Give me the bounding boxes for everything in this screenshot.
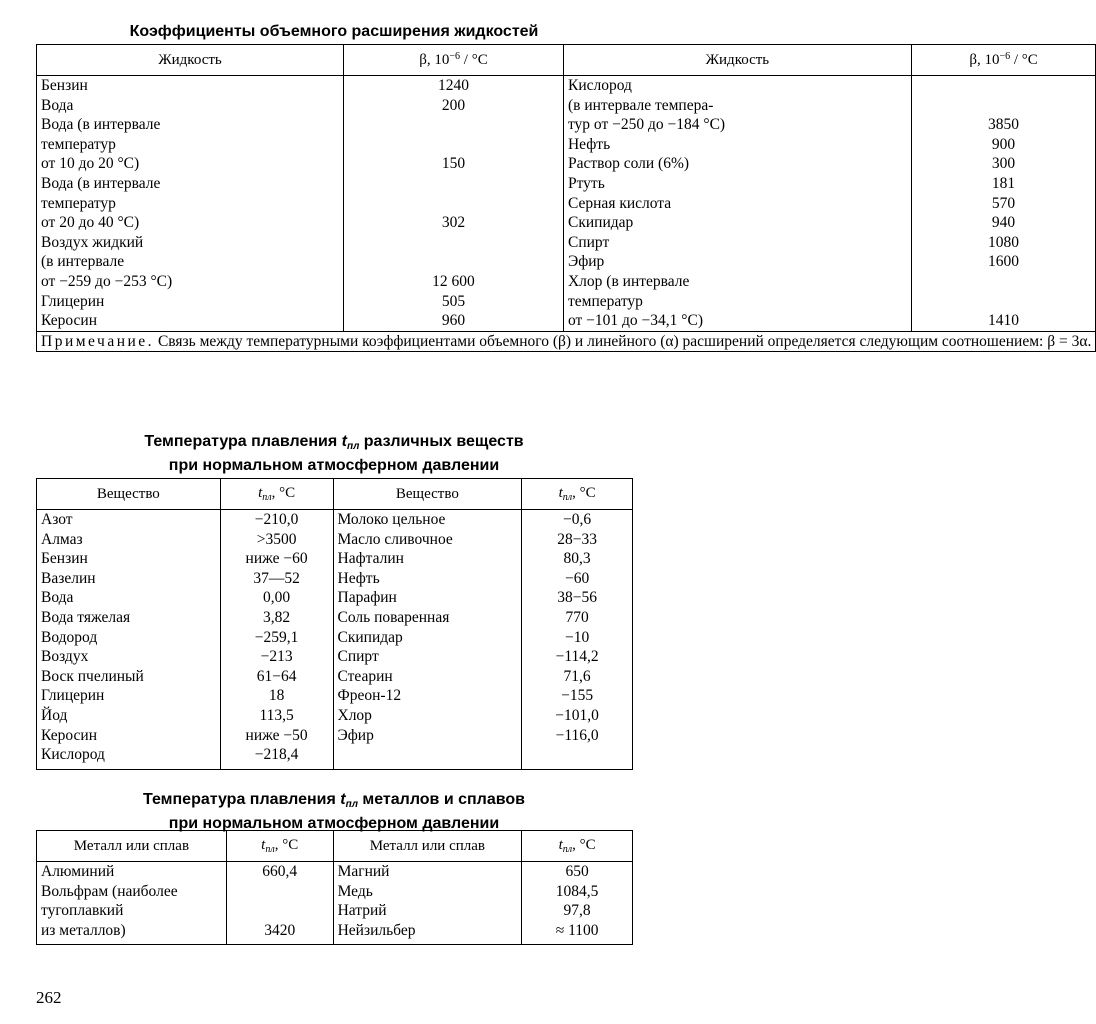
header-t-metal-left: $t_{пл}$, °C: [226, 831, 333, 862]
row-label: Парафин: [337, 589, 397, 607]
row-value: −60: [564, 569, 590, 587]
row-value: 12 600: [432, 272, 475, 290]
header-t-left: $t_{пл}$, °C: [220, 479, 333, 510]
row-label: Алмаз: [41, 530, 83, 548]
row-value: ниже −60: [245, 550, 308, 568]
row-value: 61−64: [256, 667, 297, 685]
row-label: Воздух: [41, 648, 89, 666]
row-value: [348, 252, 559, 272]
row-label: Нейзильбер: [337, 921, 416, 939]
row-value: [348, 233, 559, 253]
row-value: −213: [260, 648, 293, 666]
beta-values-right: [911, 76, 1096, 332]
row-label: Натрий: [337, 902, 387, 920]
page-number: 262: [36, 988, 62, 1007]
header-liquid-left: Жидкость: [37, 45, 344, 76]
header-beta-left: β, $10^{-6} / ^\circ C$: [343, 45, 563, 76]
row-label: тугоплавкий: [41, 902, 124, 920]
row-value: 200: [441, 96, 466, 114]
header-liquid-right: Жидкость: [563, 45, 911, 76]
row-value: 113,5: [259, 706, 294, 724]
row-value: 1240: [437, 77, 469, 94]
row-value: −116,0: [555, 726, 599, 744]
row-value: >3500: [256, 530, 297, 548]
row-label: Йод: [41, 706, 68, 724]
row-value: 770: [565, 608, 589, 626]
row-label: от −259 до −253 °C): [41, 272, 173, 290]
section1-title: Коэффициенты объемного расширения жидкостей: [129, 23, 539, 40]
row-value: [916, 272, 1092, 292]
row-label: Нефть: [567, 135, 611, 153]
row-value: 1080: [988, 233, 1020, 251]
row-value: [348, 135, 559, 155]
row-value: −155: [561, 687, 594, 705]
header-metal-left: Металл или сплав: [37, 831, 227, 862]
row-value: 3,82: [263, 608, 291, 626]
metal-names-right: [333, 862, 522, 945]
row-value: 1410: [988, 312, 1020, 330]
row-value: 1084,5: [555, 882, 599, 900]
row-label: [338, 745, 518, 765]
row-value: [348, 115, 559, 135]
row-label: Эфир: [567, 253, 605, 271]
row-label: Вазелин: [41, 569, 96, 587]
row-label: Керосин: [41, 312, 97, 330]
row-label: из металлов): [41, 921, 126, 939]
header-beta-right: β, $10^{-6} / ^\circ C$: [911, 45, 1096, 76]
row-value: ≈ 1100: [555, 921, 599, 939]
section3-title: Температура плавления $t_{пл}$ металлов и сплавов при нормальном атмосферном давлении: [143, 791, 525, 832]
row-value: −259,1: [254, 628, 299, 646]
row-label: Ртуть: [567, 174, 605, 192]
row-value: [916, 76, 1092, 96]
row-label: Спирт: [567, 233, 610, 251]
melting-values-left: [220, 510, 333, 770]
row-label: тур от −250 до −184 °C): [567, 116, 726, 134]
substance-names-right: [333, 510, 522, 770]
row-value: 900: [991, 135, 1016, 153]
expansion-table: [36, 44, 1096, 352]
row-label: Бензин: [41, 550, 88, 568]
row-label: Глицерин: [41, 687, 105, 705]
row-value: 3420: [264, 921, 296, 939]
melting-metals-table: [36, 830, 633, 945]
row-value: 1600: [988, 253, 1020, 271]
row-label: от 20 до 40 °C): [41, 214, 140, 232]
row-label: Азот: [41, 511, 73, 528]
row-label: Медь: [337, 882, 373, 900]
row-label: Воск пчелиный: [41, 667, 144, 685]
row-label: Скипидар: [567, 214, 634, 232]
row-label: Кислород: [567, 77, 632, 94]
row-label: температур: [41, 194, 116, 212]
row-label: Алюминий: [41, 863, 115, 880]
row-label: Вода тяжелая: [41, 608, 131, 626]
row-label: Керосин: [41, 726, 97, 744]
row-value: [231, 901, 329, 921]
row-label: Нафталин: [337, 550, 404, 568]
row-label: Эфир: [337, 726, 374, 744]
row-label: (в интервале темпера-: [567, 96, 714, 114]
liquid-names-left: [37, 76, 344, 332]
header-substance-left: Вещество: [37, 479, 221, 510]
row-value: −114,2: [555, 648, 599, 666]
row-label: Нефть: [337, 569, 380, 587]
header-substance-right: Вещество: [333, 479, 522, 510]
row-value: [526, 745, 628, 765]
row-label: Бензин: [41, 77, 88, 94]
row-label: Скипидар: [337, 628, 403, 646]
row-value: [348, 194, 559, 214]
row-value: 181: [991, 174, 1016, 192]
row-value: 18: [268, 687, 285, 705]
row-value: −10: [564, 628, 590, 646]
row-value: −218,4: [254, 746, 299, 764]
row-label: Спирт: [337, 648, 379, 666]
row-value: 960: [441, 312, 466, 330]
row-label: Вода: [41, 589, 74, 607]
row-value: [348, 174, 559, 194]
row-value: 38−56: [557, 589, 597, 607]
metal-values-left: [226, 862, 333, 945]
row-label: Воздух жидкий: [41, 233, 144, 251]
row-value: 80,3: [563, 550, 591, 568]
row-value: −0,6: [563, 511, 592, 528]
row-value: 505: [441, 292, 466, 310]
melting-values-right: [522, 510, 633, 770]
row-label: от −101 до −34,1 °C): [567, 312, 703, 330]
row-label: Кислород: [41, 746, 105, 764]
melting-substances-table: [36, 478, 633, 770]
liquid-names-right: [563, 76, 911, 332]
row-value: 150: [441, 155, 466, 173]
header-metal-right: Металл или сплав: [333, 831, 522, 862]
row-value: [916, 96, 1092, 116]
beta-values-left: [343, 76, 563, 332]
row-value: −101,0: [555, 706, 599, 724]
row-value: 660,4: [262, 863, 298, 880]
row-label: Вода: [41, 96, 74, 114]
row-value: 3850: [988, 116, 1020, 134]
row-label: Раствор соли (6%): [567, 155, 690, 173]
note: Примечание. Связь между температурными коэффициентами объемного (β) и линейного (α) расширений определяется следующим соотношением: β = 3α.: [37, 331, 1096, 352]
row-label: Хлор: [337, 706, 372, 724]
substance-names-left: [37, 510, 221, 770]
metal-names-left: [37, 862, 227, 945]
row-label: Магний: [337, 863, 390, 880]
row-value: 302: [441, 214, 466, 232]
row-value: 97,8: [563, 902, 591, 920]
row-label: температур: [567, 292, 643, 310]
row-label: от 10 до 20 °C): [41, 155, 140, 173]
header-t-right: $t_{пл}$, °C: [522, 479, 633, 510]
row-value: ниже −50: [245, 726, 308, 744]
row-label: Водород: [41, 628, 98, 646]
row-label: Фреон-12: [337, 687, 402, 705]
row-value: 71,6: [563, 667, 591, 685]
section2-title: Температура плавления $t_{пл}$ различных веществ при нормальном атмосферном давлении: [144, 433, 524, 474]
metal-values-right: [522, 862, 633, 945]
row-label: Глицерин: [41, 292, 105, 310]
row-value: −210,0: [254, 511, 299, 528]
row-label: Масло сливочное: [337, 530, 453, 548]
row-value: [916, 292, 1092, 312]
row-label: Молоко цельное: [337, 511, 446, 528]
row-value: 940: [991, 214, 1016, 232]
row-label: Вода (в интервале: [41, 116, 161, 134]
row-label: Соль поваренная: [337, 608, 450, 626]
row-value: 37—52: [253, 569, 300, 587]
row-label: Вода (в интервале: [41, 174, 161, 192]
row-label: Серная кислота: [567, 194, 672, 212]
row-value: 570: [991, 194, 1016, 212]
row-value: 0,00: [263, 589, 291, 607]
row-value: 28−33: [557, 530, 597, 548]
row-label: Стеарин: [337, 667, 393, 685]
header-t-metal-right: $t_{пл}$, °C: [522, 831, 633, 862]
row-label: температур: [41, 135, 116, 153]
row-label: (в интервале: [41, 253, 125, 271]
row-label: Хлор (в интервале: [567, 272, 690, 290]
row-label: Вольфрам (наиболее: [41, 882, 178, 900]
row-value: [231, 882, 329, 902]
row-value: 300: [991, 155, 1016, 173]
row-value: 650: [565, 863, 589, 880]
